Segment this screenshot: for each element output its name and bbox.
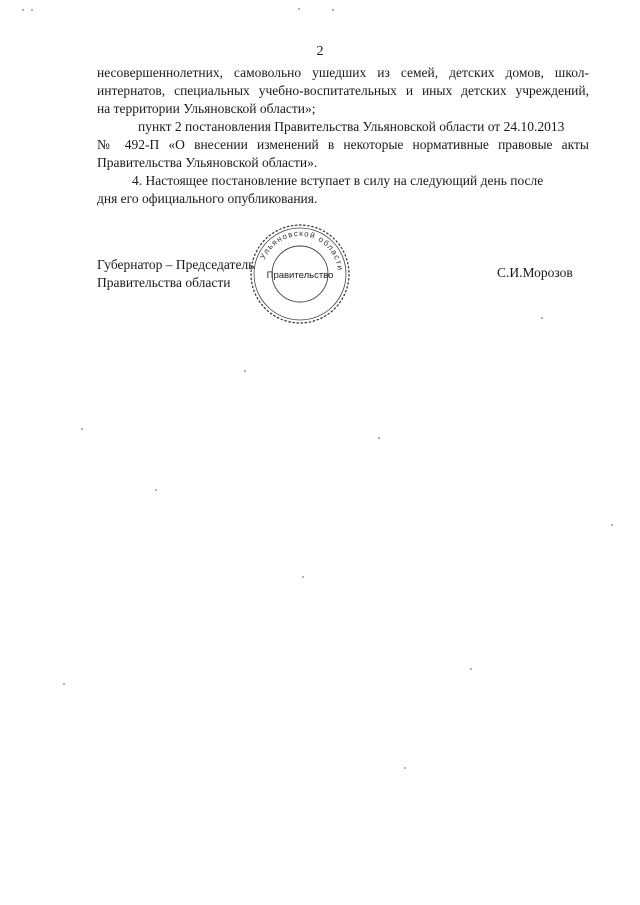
page-number: 2 (316, 44, 324, 59)
text-line: пункт 2 постановления Правительства Ульяновской области от 24.10.2013 (138, 119, 565, 134)
scan-speck (378, 437, 380, 439)
scan-speck (302, 576, 304, 578)
paragraph-effective-date (97, 172, 589, 208)
scan-speck (22, 9, 24, 11)
paragraph-item-2 (97, 118, 589, 172)
scan-speck (611, 524, 613, 526)
scan-speck (332, 9, 334, 11)
paragraph-continuation (97, 64, 589, 118)
scan-speck (155, 489, 157, 491)
seal-center-text: Правительство (266, 270, 334, 281)
text-line: № 492-П «О внесении изменений в некоторые нормативные правовые акты (97, 137, 589, 152)
seal-ring-text: Ульяновской области (258, 228, 345, 272)
scan-speck (541, 317, 543, 319)
scan-speck (244, 370, 246, 372)
signatory-position-line: Губернатор – Председатель (97, 257, 255, 272)
text-line: несовершеннолетних, самовольно ушедших из семей, детских домов, школ- (97, 65, 589, 80)
text-line: интернатов, специальных учебно-воспитательных и иных детских учреждений, (97, 83, 589, 98)
text-line: 4. Настоящее постановление вступает в силу на следующий день после (132, 173, 544, 188)
signatory-position (97, 256, 254, 292)
text-line: на территории Ульяновской области»; (97, 101, 316, 116)
text-line: дня его официального опубликования. (97, 191, 318, 206)
scan-speck (404, 767, 406, 769)
scan-speck (63, 683, 65, 685)
scan-speck (298, 8, 300, 10)
scan-speck (81, 428, 83, 430)
text-line: Правительства Ульяновской области». (97, 155, 318, 170)
signatory-name: С.И.Морозов (497, 265, 573, 280)
svg-text:Ульяновской области (258, 229, 345, 272)
scan-speck (470, 668, 472, 670)
official-seal-stamp (249, 223, 351, 325)
scan-speck (31, 9, 33, 11)
signatory-position-line: Правительства области (97, 275, 231, 290)
